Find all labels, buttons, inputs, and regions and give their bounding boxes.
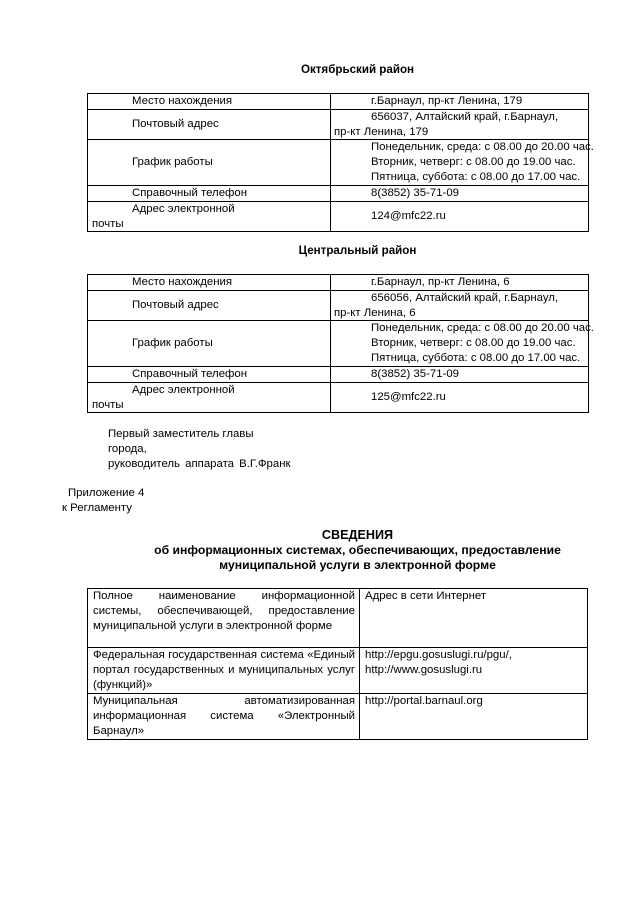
signature-block	[108, 427, 290, 471]
system-url	[360, 694, 588, 740]
postal-value-line2: пр-кт Ленина, 179	[334, 125, 429, 138]
phone-value: 8(3852) 35-71-09	[331, 185, 589, 201]
district-table-tsentralny	[87, 274, 594, 413]
table-row	[88, 382, 589, 413]
system-url	[360, 648, 588, 694]
email-label	[88, 201, 331, 232]
postal-value-line2: пр-кт Ленина, 6	[334, 306, 416, 319]
table-row	[88, 694, 588, 740]
system-name: Федеральная государственная система «Единый портал государственных и муниципальных услуг (функций)»	[88, 648, 360, 694]
schedule-label: График работы	[88, 321, 331, 366]
section-title: СВЕДЕНИЯ	[321, 528, 394, 542]
table-row	[88, 648, 588, 694]
location-label: Место нахождения	[88, 94, 331, 110]
email-label-line1: Адрес электронной	[132, 202, 235, 215]
schedule-line: Понедельник, среда: с 08.00 до 20.00 час.	[371, 322, 594, 335]
postal-value	[331, 109, 589, 140]
section-subtitle	[0, 543, 640, 574]
schedule-line: Вторник, четверг: с 08.00 до 19.00 час.	[371, 156, 576, 169]
table-row	[88, 290, 589, 321]
section-subtitle-line: об информационных системах, обеспечивающих, предоставление	[154, 543, 561, 557]
location-value: г.Барнаул, пр-кт Ленина, 6	[331, 275, 589, 291]
phone-label: Справочный телефон	[88, 185, 331, 201]
table-row	[88, 275, 589, 291]
postal-value-line1: 656056, Алтайский край, г.Барнаул,	[371, 291, 559, 304]
schedule-label: График работы	[88, 140, 331, 185]
email-value: 125@mfc22.ru	[331, 382, 589, 413]
schedule-line: Пятница, суббота: с 08.00 до 17.00 час.	[371, 171, 581, 184]
appendix-note	[62, 486, 145, 516]
email-label	[88, 382, 331, 413]
schedule-line: Пятница, суббота: с 08.00 до 17.00 час.	[371, 352, 581, 365]
table-row	[88, 185, 589, 201]
table-row	[88, 321, 589, 366]
schedule-value	[331, 321, 594, 366]
district-title-oktyabrsky: Октябрьский район	[300, 63, 415, 76]
postal-value-line1: 656037, Алтайский край, г.Барнаул,	[371, 110, 559, 123]
signature-line: руководитель аппарата В.Г.Франк	[108, 457, 291, 470]
section-subtitle-line: муниципальной услуги в электронной форме	[219, 558, 496, 573]
email-value: 124@mfc22.ru	[331, 201, 589, 232]
header-system-name: Полное наименование информационной системы, обеспечивающей, предоставление муниципальной услуги в электронной форме	[88, 589, 360, 648]
system-url-link[interactable]: http://www.gosuslugi.ru	[365, 663, 483, 676]
phone-value: 8(3852) 35-71-09	[331, 366, 589, 382]
email-label-line2: почты	[92, 217, 124, 230]
location-label: Место нахождения	[88, 275, 331, 291]
email-label-line1: Адрес электронной	[132, 383, 235, 396]
email-label-line2: почты	[92, 398, 124, 411]
district-title-tsentralny: Центральный район	[298, 244, 417, 257]
system-url-link[interactable]: http://portal.barnaul.org	[365, 695, 483, 707]
postal-label: Почтовый адрес	[88, 109, 331, 140]
table-row	[88, 366, 589, 382]
location-value: г.Барнаул, пр-кт Ленина, 179	[331, 94, 589, 110]
table-row	[88, 94, 589, 110]
schedule-value	[331, 140, 594, 185]
appendix-line: к Регламенту	[62, 501, 132, 514]
information-systems-table	[87, 588, 588, 740]
schedule-line: Вторник, четверг: с 08.00 до 19.00 час.	[371, 337, 576, 350]
header-internet-address: Адрес в сети Интернет	[360, 589, 588, 648]
postal-value	[331, 290, 589, 321]
schedule-line: Понедельник, среда: с 08.00 до 20.00 час.	[371, 141, 594, 154]
signature-line: города,	[108, 442, 147, 455]
table-row	[88, 140, 589, 185]
table-row	[88, 109, 589, 140]
appendix-line: Приложение 4	[68, 487, 145, 499]
signature-line: Первый заместитель главы	[108, 428, 254, 440]
postal-label: Почтовый адрес	[88, 290, 331, 321]
district-table-oktyabrsky	[87, 93, 594, 232]
system-url-link[interactable]: http://epgu.gosuslugi.ru/pgu/,	[365, 649, 512, 661]
system-name: Муниципальная автоматизированная информационная система «Электронный Барнаул»	[88, 694, 360, 740]
phone-label: Справочный телефон	[88, 366, 331, 382]
table-header-row	[88, 589, 588, 648]
table-row	[88, 201, 589, 232]
